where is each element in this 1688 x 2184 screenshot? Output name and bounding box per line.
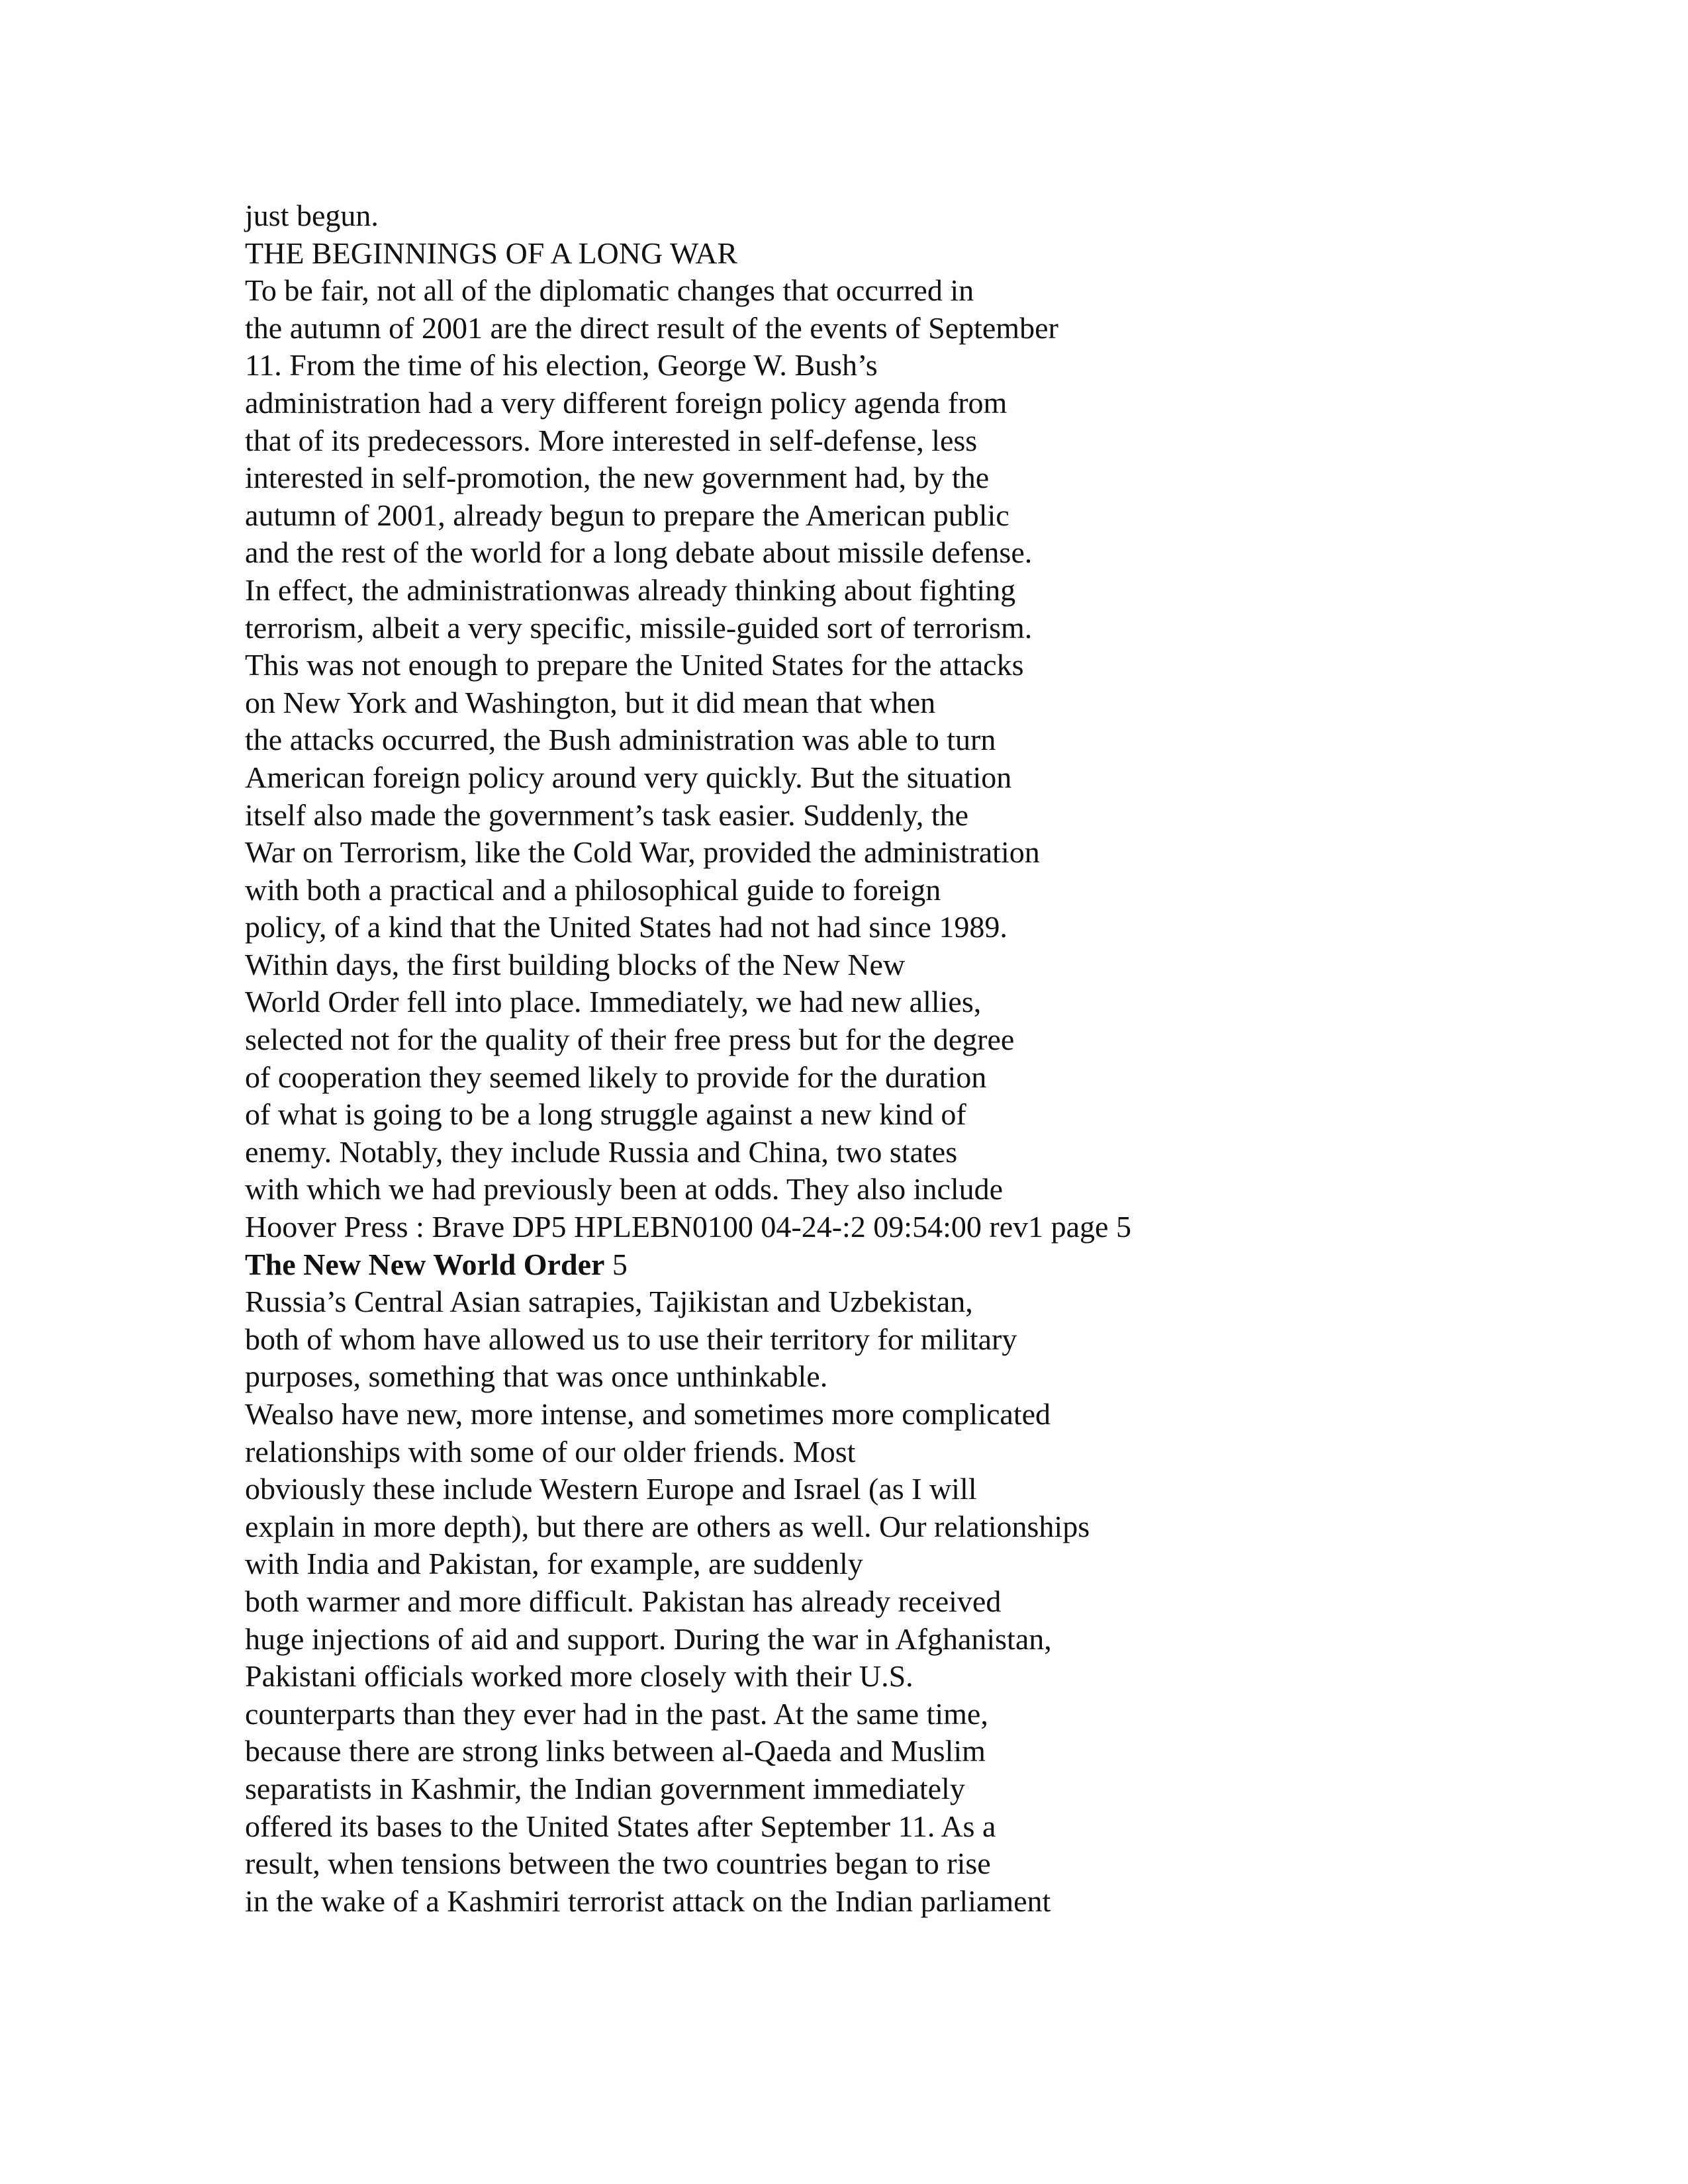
text-line: Russia’s Central Asian satrapies, Tajikistan and Uzbekistan,	[245, 1285, 973, 1319]
text-line: War on Terrorism, like the Cold War, provided the administration	[245, 835, 1040, 870]
text-line: itself also made the government’s task easier. Suddenly, the	[245, 797, 969, 832]
text-line: just begun.	[245, 199, 379, 232]
running-head-page-number: 5	[604, 1247, 628, 1281]
running-head	[245, 1246, 1569, 1284]
text-line: with both a practical and a philosophical guide to foreign	[245, 872, 941, 907]
text-line: counterparts than they ever had in the past. At the same time,	[245, 1696, 988, 1731]
text-line: This was not enough to prepare the United States for the attacks	[245, 648, 1024, 682]
text-line: huge injections of aid and support. During the war in Afghanistan,	[245, 1621, 1052, 1656]
text-line: both warmer and more difficult. Pakistan has already received	[245, 1584, 1002, 1618]
text-line: enemy. Notably, they include Russia and China, two states	[245, 1134, 958, 1169]
running-head-title: The New New World Order	[245, 1247, 605, 1281]
text-line: Within days, the first building blocks of the New New	[245, 947, 906, 981]
text-line: obviously these include Western Europe and Israel (as I will	[245, 1472, 977, 1506]
press-footer-line: Hoover Press : Brave DP5 HPLEBN0100 04-24-:2 09:54:00 rev1 page 5	[245, 1210, 1131, 1244]
section-heading: THE BEGINNINGS OF A LONG WAR	[245, 236, 738, 270]
text-line: because there are strong links between al-Qaeda and Muslim	[245, 1734, 986, 1768]
text-line: that of its predecessors. More interested in self-defense, less	[245, 423, 978, 457]
text-line: offered its bases to the United States after September 11. As a	[245, 1809, 996, 1843]
text-line: separatists in Kashmir, the Indian government immediately	[245, 1771, 965, 1805]
text-line: the attacks occurred, the Bush administration was able to turn	[245, 723, 996, 757]
text-line: explain in more depth), but there are others as well. Our relationships	[245, 1509, 1090, 1543]
text-line: with which we had previously been at odds. They also include	[245, 1172, 1004, 1206]
text-line: World Order fell into place. Immediately, we had new allies,	[245, 985, 982, 1019]
text-line: autumn of 2001, already begun to prepare the American public	[245, 498, 1009, 532]
text-line: To be fair, not all of the diplomatic changes that occurred in	[245, 273, 974, 308]
text-line: relationships with some of our older friends. Most	[245, 1434, 856, 1469]
text-line: of cooperation they seemed likely to provide for the duration	[245, 1060, 987, 1094]
body-text	[245, 197, 1569, 1920]
text-line: 11. From the time of his election, George W. Bush’s	[245, 348, 878, 383]
text-line: the autumn of 2001 are the direct result of the events of September	[245, 310, 1058, 345]
text-line: terrorism, albeit a very specific, missile-guided sort of terrorism.	[245, 610, 1033, 645]
text-line: and the rest of the world for a long debate about missile defense.	[245, 535, 1033, 570]
text-line: both of whom have allowed us to use their territory for military	[245, 1322, 1017, 1356]
text-line: with India and Pakistan, for example, are suddenly	[245, 1547, 863, 1581]
text-line: selected not for the quality of their free press but for the degree	[245, 1023, 1015, 1057]
text-line: Pakistani officials worked more closely with their U.S.	[245, 1659, 914, 1694]
text-line: on New York and Washington, but it did mean that when	[245, 685, 936, 719]
text-line: interested in self-promotion, the new government had, by the	[245, 461, 990, 495]
text-line: In effect, the administrationwas already thinking about fighting	[245, 572, 1016, 607]
text-line: policy, of a kind that the United States had not had since 1989.	[245, 910, 1008, 944]
text-line: Wealso have new, more intense, and sometimes more complicated	[245, 1397, 1051, 1431]
text-line: administration had a very different foreign policy agenda from	[245, 385, 1008, 420]
text-line: of what is going to be a long struggle against a new kind of	[245, 1097, 966, 1132]
text-line: in the wake of a Kashmiri terrorist attack on the Indian parliament	[245, 1884, 1051, 1918]
text-line: result, when tensions between the two countries began to rise	[245, 1846, 991, 1881]
text-line: purposes, something that was once unthinkable.	[245, 1359, 828, 1394]
text-line: American foreign policy around very quickly. But the situation	[245, 760, 1012, 794]
